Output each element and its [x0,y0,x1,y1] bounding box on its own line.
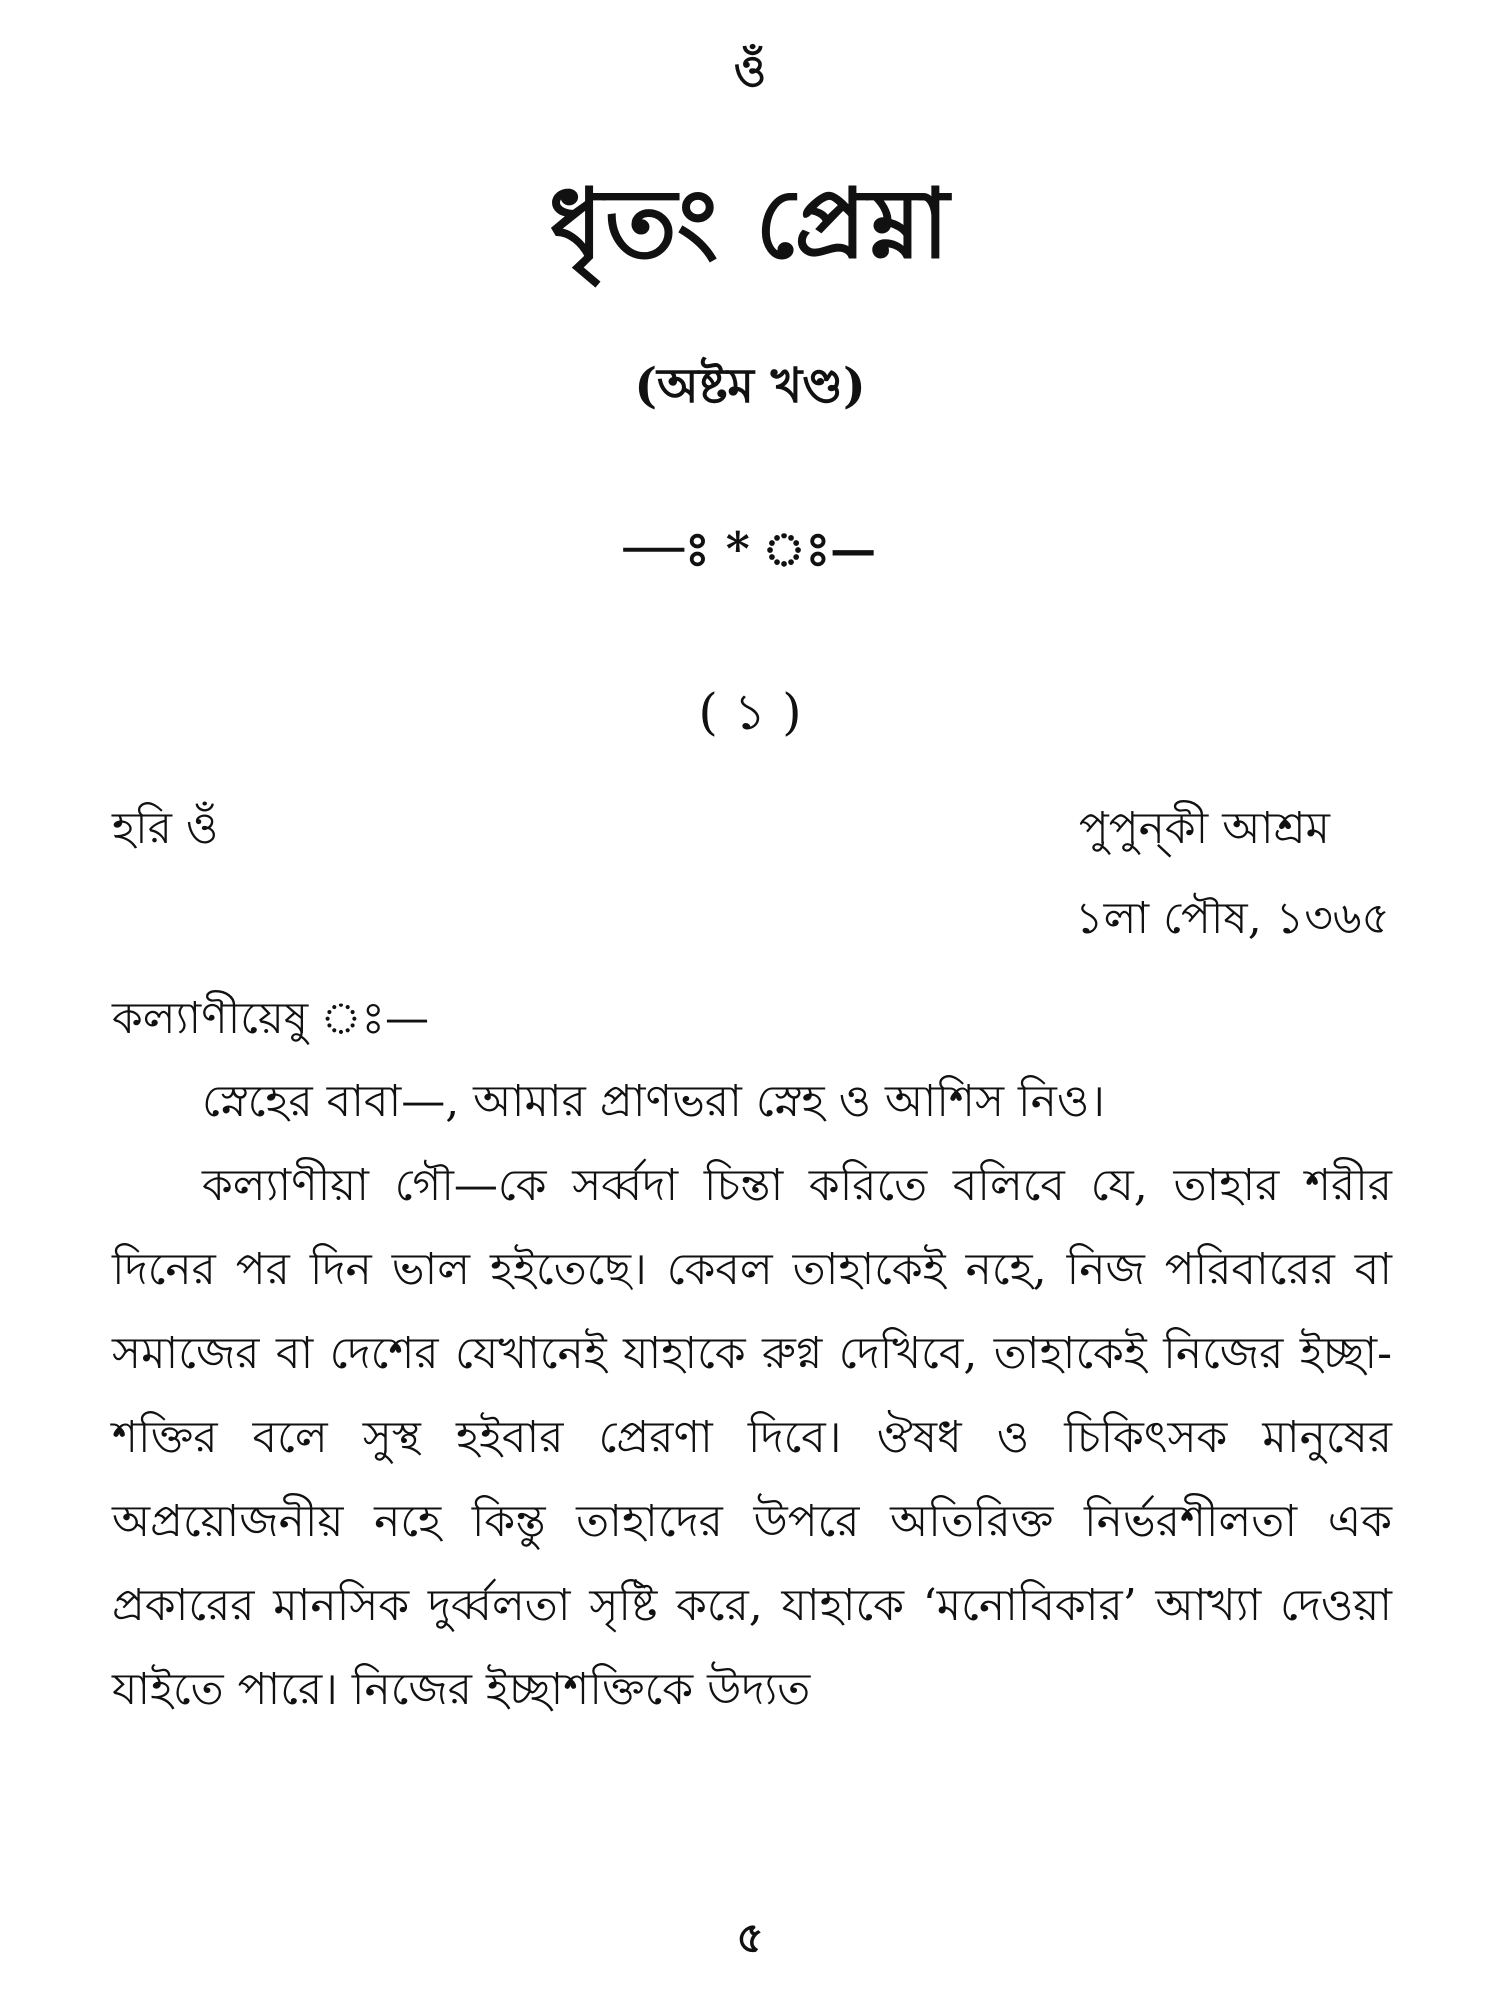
letter-salutation: কল্যাণীয়েষু ঃ— [112,993,429,1044]
section-number: ( ১ ) [698,683,802,741]
volume-subtitle: (অষ্টম খণ্ড) [634,358,866,414]
om-symbol: ওঁ [733,46,767,97]
letter-greeting: হরি ওঁ [112,803,219,854]
paragraph: কল্যাণীয়া গৌ—কে সর্ব্বদা চিন্তা করিতে বলিবে যে, তাহার শরীর দিনের পর দিন ভাল হইতেছে। কেবল তাহাকেই নহে, নিজ পরিবারের বা সমাজের বা দেশের যেখানেই যাহাকে রুগ্ন দেখিবে, তাহাকেই নিজের ইচ্ছা-শক্তির বলে সুস্থ হইবার প্রেরণা দিবে। ঔষধ ও চিকিৎসক মানুষের অপ্রয়োজনীয় নহে কিন্তু তাহাদের উপরে অতিরিক্ত নির্ভরশীলতা এক প্রকারের মানসিক দুর্ব্বলতা সৃষ্টি করে, যাহাকে ‘মনোবিকার’ আখ্যা দেওয়া যাইতে পারে। নিজের ইচ্ছাশক্তিকে উদ্যত [112,1160,1392,1715]
paragraph: স্নেহের বাবা—, আমার প্রাণভরা স্নেহ ও আশিস নিও। [202,1076,1105,1127]
page-title: ধৃতং প্রেম্না [548,167,952,280]
page-number: ৫ [736,1913,764,1962]
letter-body [112,1060,1392,1732]
section-ornament: —ঃ * ঃ— [623,522,877,576]
letter-date: ১লা পৌষ, ১৩৬৫ [1075,893,1390,944]
letter-place: পুপুন্‌কী আশ্রম [1078,803,1330,854]
